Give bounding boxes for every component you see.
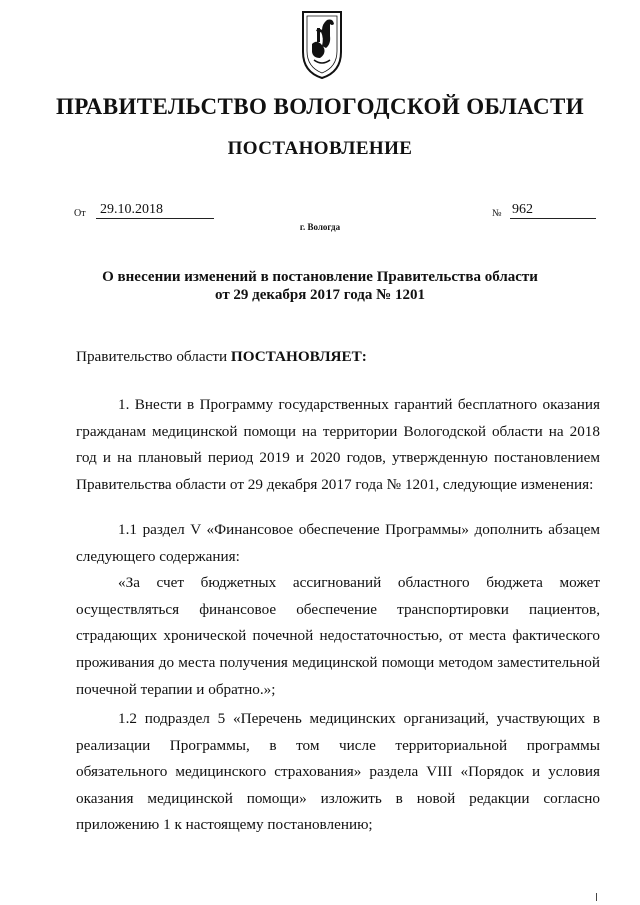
number-value: 962 — [510, 202, 596, 219]
document-subject — [90, 268, 550, 304]
resolve-clause — [76, 344, 600, 371]
paragraph-1-1 — [76, 517, 600, 703]
scan-mark — [596, 893, 597, 901]
city-name: г. Вологда — [299, 222, 341, 232]
paragraph-1-2-text: 1.2 подраздел 5 «Перечень медицинских организаций, участвующих в реализации Программы, в том числе территориальной программы обязательного медицинского страхования» раздела VIII «Порядок и условия оказания медицинской помощи» изложить в новой редакции согласно приложению 1 к настоящему постановлению; — [76, 710, 600, 834]
paragraph-1-1-text: 1.1 раздел V «Финансовое обеспечение Программы» дополнить абзацем следующего содержания: — [76, 521, 600, 565]
paragraph-1-text: 1. Внести в Программу государственных гарантий бесплатного оказания гражданам медицинской помощи на территории Вологодской области на 2018 год и на плановый период 2019 и 2020 годов, утвержденную постановлением Правительства области от 29 декабря 2017 года № 1201, следующие изменения: — [76, 396, 600, 493]
subject-line-2: от 29 декабря 2017 года № 1201 — [215, 287, 425, 303]
subject-line-1: О внесении изменений в постановление Правительства области — [102, 269, 538, 285]
document-kind: ПОСТАНОВЛЕНИЕ — [227, 138, 413, 159]
resolve-word: ПОСТАНОВЛЯЕТ: — [230, 348, 367, 365]
government-title: ПРАВИТЕЛЬСТВО ВОЛОГОДСКОЙ ОБЛАСТИ — [55, 94, 585, 119]
coat-of-arms-icon — [300, 8, 344, 80]
resolve-prefix: Правительство области — [76, 348, 231, 365]
paragraph-1-1-quote: «За счет бюджетных ассигнований областного бюджета может осуществляться финансовое обеспечение транспортировки пациентов, страдающих хронической почечной недостаточностью, от места фактического проживания до места получения медицинской помощи методом заместительной почечной терапии и обратно.»; — [76, 574, 600, 698]
date-value: 29.10.2018 — [96, 202, 214, 219]
number-label: № — [492, 208, 502, 219]
date-label: От — [74, 208, 86, 219]
paragraph-1-2 — [76, 706, 600, 839]
paragraph-1 — [76, 392, 600, 498]
